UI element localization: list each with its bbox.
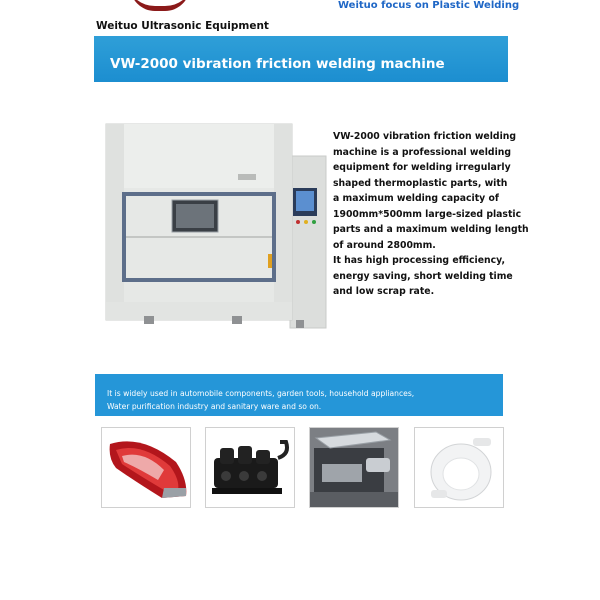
description-line: of around 2800mm.	[333, 239, 436, 251]
description-line: VW-2000 vibration friction welding	[333, 131, 517, 142]
description-line: energy saving, short welding time	[333, 270, 513, 282]
description-line: 1900mm*500mm large-sized plastic	[333, 208, 522, 220]
thumbnail-toilet-seat	[414, 427, 504, 508]
product-description	[333, 129, 529, 300]
company-name: Weituo Ultrasonic Equipment	[96, 20, 269, 32]
description-line: parts and a maximum welding length	[333, 224, 529, 235]
description-line: shaped thermoplastic parts, with	[333, 177, 508, 189]
thumbnail-tail-light	[101, 427, 191, 508]
tagline: Weituo focus on Plastic Welding	[338, 0, 520, 11]
thumbnail-appliance-part	[309, 427, 399, 508]
machine-image	[100, 118, 330, 332]
machine-illustration	[100, 118, 330, 332]
description-line: machine is a professional welding	[333, 146, 512, 158]
thumbnail-intake-manifold	[205, 427, 295, 508]
title-banner	[94, 36, 508, 82]
product-title: VW-2000 vibration friction welding machine	[110, 56, 445, 72]
description-line: and low scrap rate.	[333, 286, 435, 297]
description-line: It has high processing efficiency,	[333, 255, 506, 266]
intake-manifold-image	[206, 428, 294, 507]
description-line: a maximum welding capacity of	[333, 193, 499, 204]
logo-mark	[130, 0, 190, 11]
applications-banner	[95, 374, 503, 416]
applications-line: Water purification industry and sanitary ware and so on.	[107, 402, 322, 411]
description-line: equipment for welding irregularly	[333, 162, 511, 173]
tail-light-image	[102, 428, 190, 507]
appliance-part-image	[310, 428, 398, 507]
applications-line: It is widely used in automobile components, garden tools, household appliances,	[107, 389, 415, 398]
toilet-seat-image	[415, 428, 503, 507]
